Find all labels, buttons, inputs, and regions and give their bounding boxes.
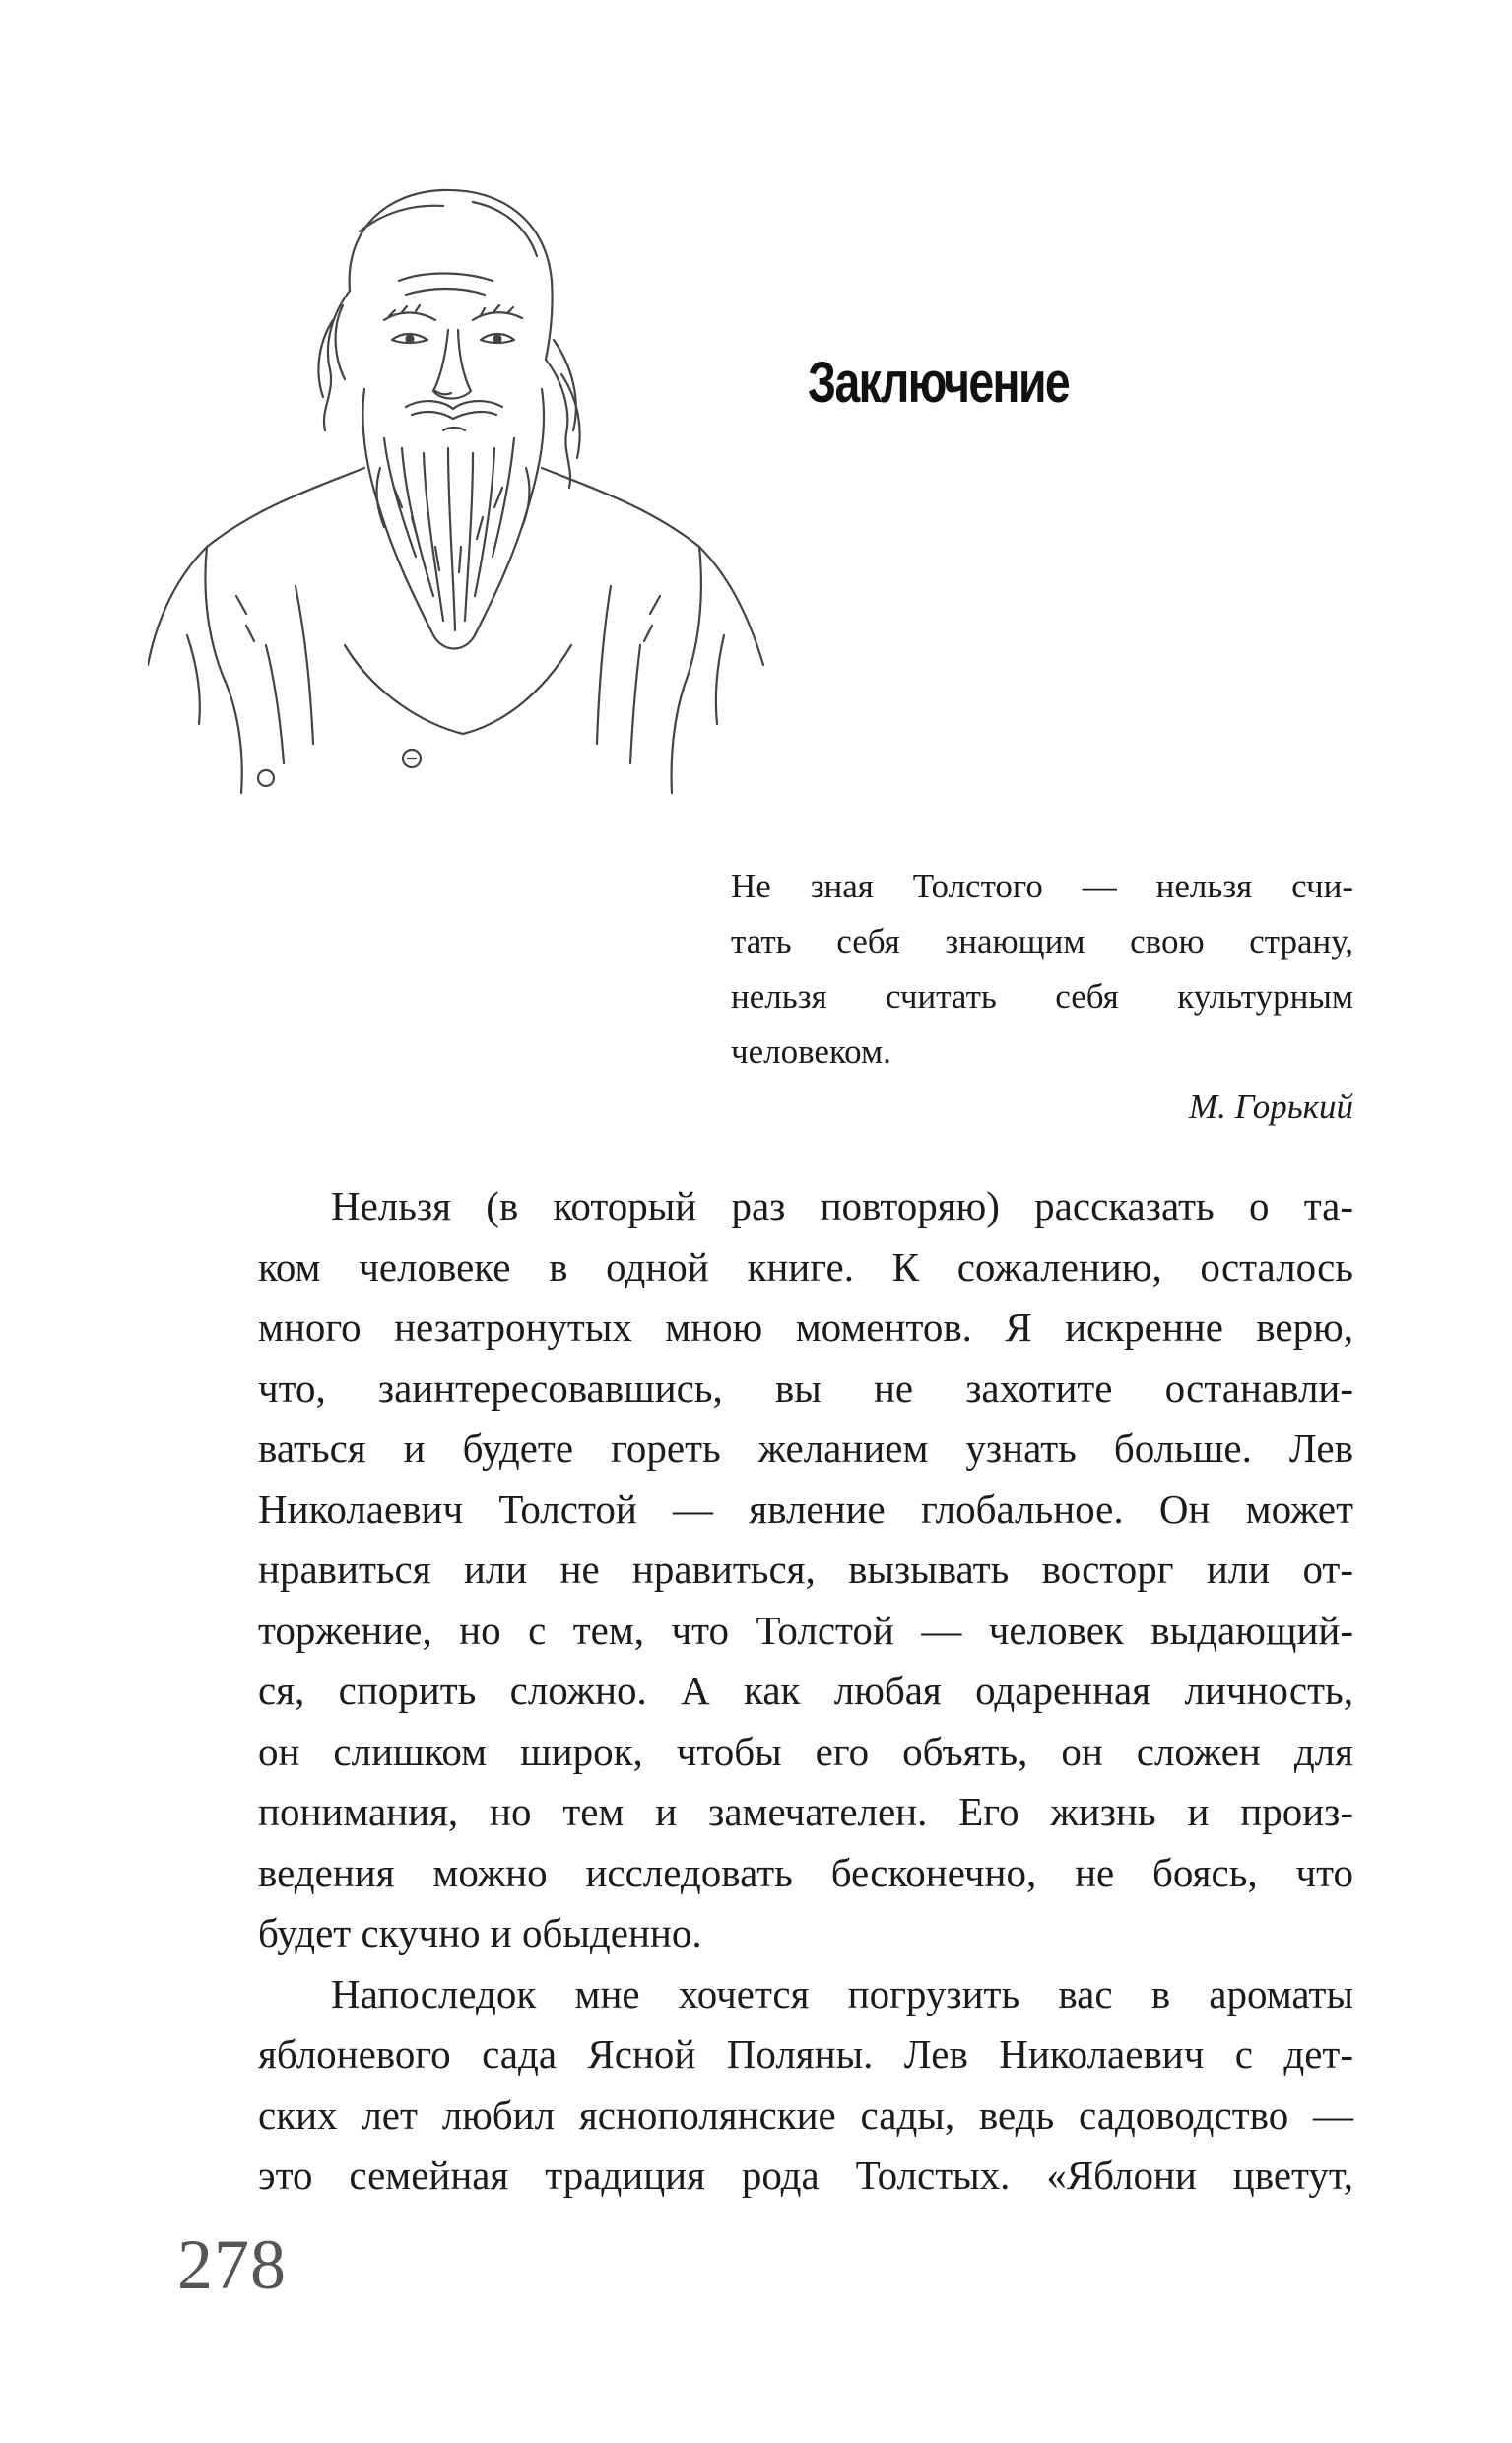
text-line: ских лет любил яснополянские сады, ведь садоводство — bbox=[258, 2091, 1353, 2138]
epigraph bbox=[731, 859, 1353, 1135]
tolstoy-portrait-illustration bbox=[148, 172, 768, 823]
text-line: Напоследок мне хочется погрузить вас в ароматы bbox=[331, 1970, 1353, 2016]
text-line: это семейная традиция рода Толстых. «Яблони цветут, bbox=[258, 2152, 1353, 2198]
epigraph-line: человеком. bbox=[731, 1032, 891, 1071]
epigraph-line: тать себя знающим свою страну, bbox=[731, 922, 1353, 960]
text-line: будет скучно и обыденно. bbox=[258, 1910, 702, 1955]
chapter-title: Заключение bbox=[808, 351, 1070, 415]
epigraph-line: нельзя считать себя культурным bbox=[731, 977, 1353, 1016]
text-line: понимания, но тем и замечателен. Его жизнь и произ- bbox=[258, 1789, 1353, 1834]
text-line: ведения можно исследовать бесконечно, не боясь, что bbox=[258, 1849, 1353, 1895]
text-line: Нельзя (в который раз повторяю) рассказать о та- bbox=[331, 1183, 1353, 1228]
text-line: он слишком широк, чтобы его объять, он сложен для bbox=[258, 1728, 1353, 1774]
page-number: 278 bbox=[177, 2225, 287, 2304]
text-line: ся, спорить сложно. А как любая одаренная личность, bbox=[258, 1668, 1353, 1713]
text-line: яблоневого сада Ясной Поляны. Лев Николаевич с дет- bbox=[258, 2031, 1353, 2077]
text-line: что, заинтересовавшись, вы не захотите останавли- bbox=[258, 1364, 1353, 1411]
text-line: ком человеке в одной книге. К сожалению, осталось bbox=[258, 1243, 1353, 1289]
text-line: много незатронутых мною моментов. Я искренне верю, bbox=[258, 1304, 1353, 1350]
epigraph-line: Не зная Толстого — нельзя счи- bbox=[731, 867, 1353, 905]
epigraph-author: М. Горький bbox=[1188, 1088, 1353, 1126]
text-line: Николаевич Толстой — явление глобальное. Он может bbox=[258, 1486, 1353, 1532]
text-line: нравиться или не нравиться, вызывать восторг или от- bbox=[258, 1547, 1353, 1592]
body-text bbox=[258, 1176, 1353, 2207]
text-line: ваться и будете гореть желанием узнать больше. Лев bbox=[258, 1425, 1353, 1471]
text-line: торжение, но с тем, что Толстой — человек выдающий- bbox=[258, 1607, 1353, 1653]
